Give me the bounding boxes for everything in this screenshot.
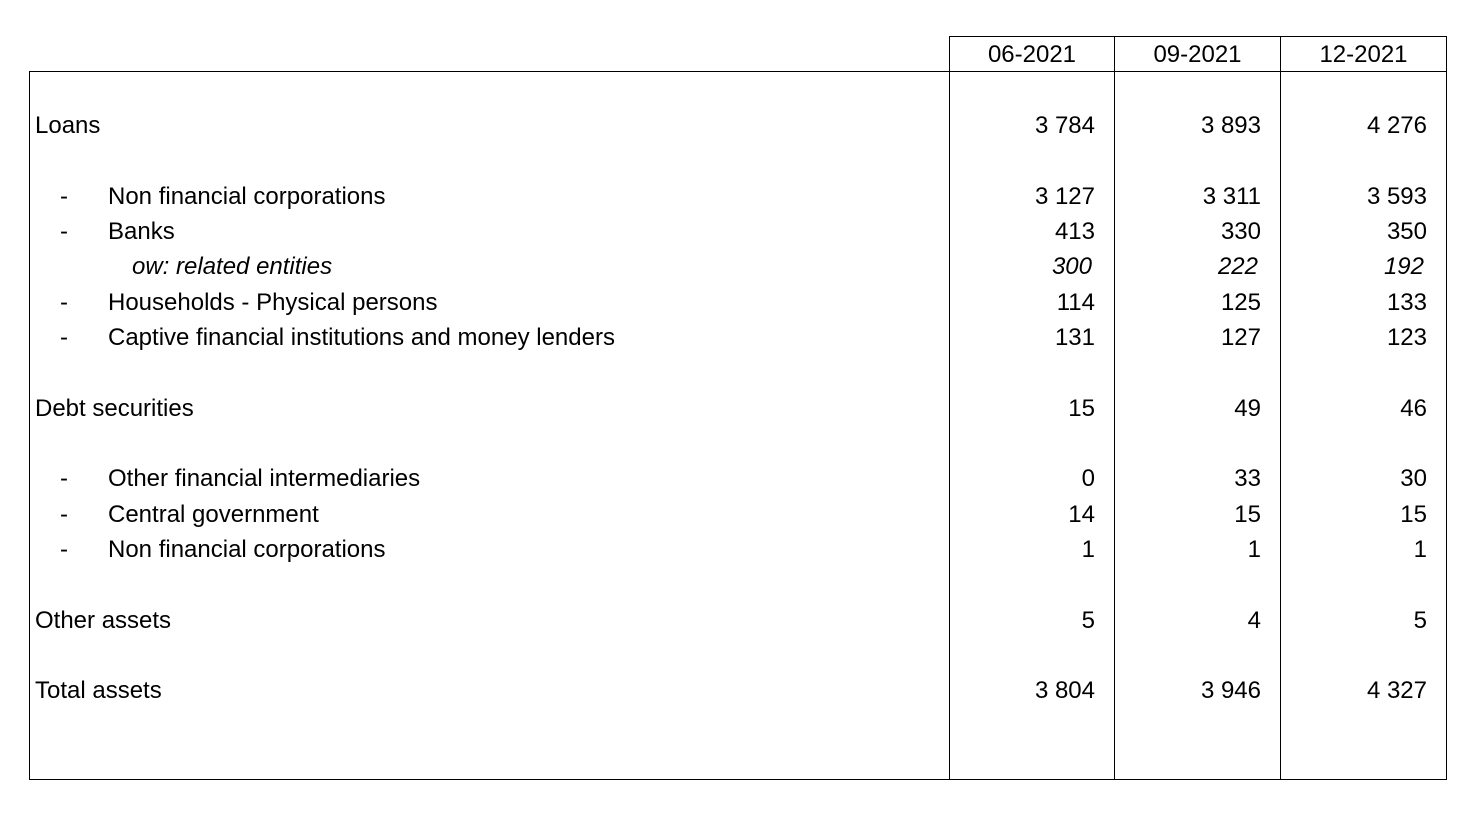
table-row-ow: [29, 252, 1447, 282]
column-header-06-2021: 06-2021: [949, 36, 1115, 72]
column-header-09-2021: 09-2021: [1114, 36, 1281, 72]
cell-value: 3 784: [1034, 112, 1095, 139]
table-row: [29, 464, 1447, 494]
cell-value: 15: [1234, 501, 1261, 528]
cell-value: 33: [1234, 465, 1261, 492]
row-label: Debt securities: [35, 395, 194, 422]
cell-value: 1: [1247, 536, 1261, 563]
cell-value: 4 276: [1366, 112, 1427, 139]
cell-value: 192: [1383, 253, 1424, 280]
cell-value: 3 311: [1202, 183, 1261, 210]
table-body-frame: [29, 71, 1447, 780]
cell-value: 413: [1054, 218, 1095, 245]
table-row: [29, 182, 1447, 212]
bullet-dash: -: [60, 289, 68, 316]
bullet-dash: -: [60, 465, 68, 492]
cell-value: 5: [1413, 607, 1427, 634]
cell-value: 49: [1234, 395, 1261, 422]
row-label: Non financial corporations: [108, 536, 386, 563]
cell-value: 0: [1081, 465, 1095, 492]
cell-value: 114: [1056, 289, 1095, 316]
bullet-dash: -: [60, 324, 68, 351]
cell-value: 4: [1247, 607, 1261, 634]
cell-value: 1: [1413, 536, 1427, 563]
table-row: [29, 535, 1447, 565]
cell-value: 5: [1081, 607, 1095, 634]
bullet-dash: -: [60, 536, 68, 563]
cell-value: 15: [1400, 501, 1427, 528]
cell-value: 46: [1400, 395, 1427, 422]
cell-value: 15: [1068, 395, 1095, 422]
cell-value: 3 893: [1200, 112, 1261, 139]
table-row: [29, 323, 1447, 353]
row-label: Households - Physical persons: [108, 289, 438, 316]
table-row-total-assets: [29, 676, 1447, 706]
cell-value: 3 804: [1034, 677, 1095, 704]
column-divider: [1280, 71, 1281, 780]
cell-value: 300: [1051, 253, 1092, 280]
column-divider: [1114, 71, 1115, 780]
row-label: Non financial corporations: [108, 183, 386, 210]
table-row-loans: [29, 111, 1447, 141]
cell-value: 3 946: [1200, 677, 1261, 704]
row-label: Other financial intermediaries: [108, 465, 421, 492]
cell-value: 125: [1220, 289, 1261, 316]
cell-value: 30: [1400, 465, 1427, 492]
cell-value: 222: [1217, 253, 1258, 280]
table-row: [29, 288, 1447, 318]
table-row: [29, 217, 1447, 247]
bullet-dash: -: [60, 501, 68, 528]
row-label: Banks: [108, 218, 175, 245]
cell-value: 4 327: [1366, 677, 1427, 704]
row-label: Other assets: [35, 607, 172, 634]
cell-value: 127: [1220, 324, 1261, 351]
row-label: ow: related entities: [132, 253, 333, 280]
bullet-dash: -: [60, 218, 68, 245]
cell-value: 14: [1068, 501, 1095, 528]
cell-value: 350: [1386, 218, 1427, 245]
bullet-dash: -: [60, 183, 68, 210]
row-label: Total assets: [35, 677, 162, 704]
cell-value: 3 127: [1034, 183, 1095, 210]
cell-value: 133: [1386, 289, 1427, 316]
table-row-other-assets: [29, 606, 1447, 636]
cell-value: 131: [1054, 324, 1095, 351]
cell-value: 1: [1081, 536, 1095, 563]
table-row: [29, 500, 1447, 530]
row-label: Central government: [108, 501, 319, 528]
cell-value: 3 593: [1366, 183, 1427, 210]
column-divider: [949, 71, 950, 780]
column-header-12-2021: 12-2021: [1280, 36, 1447, 72]
table-row-debt-securities: [29, 394, 1447, 424]
row-label: Captive financial institutions and money lenders: [108, 324, 615, 351]
cell-value: 123: [1386, 324, 1427, 351]
cell-value: 330: [1220, 218, 1261, 245]
row-label: Loans: [35, 112, 101, 139]
